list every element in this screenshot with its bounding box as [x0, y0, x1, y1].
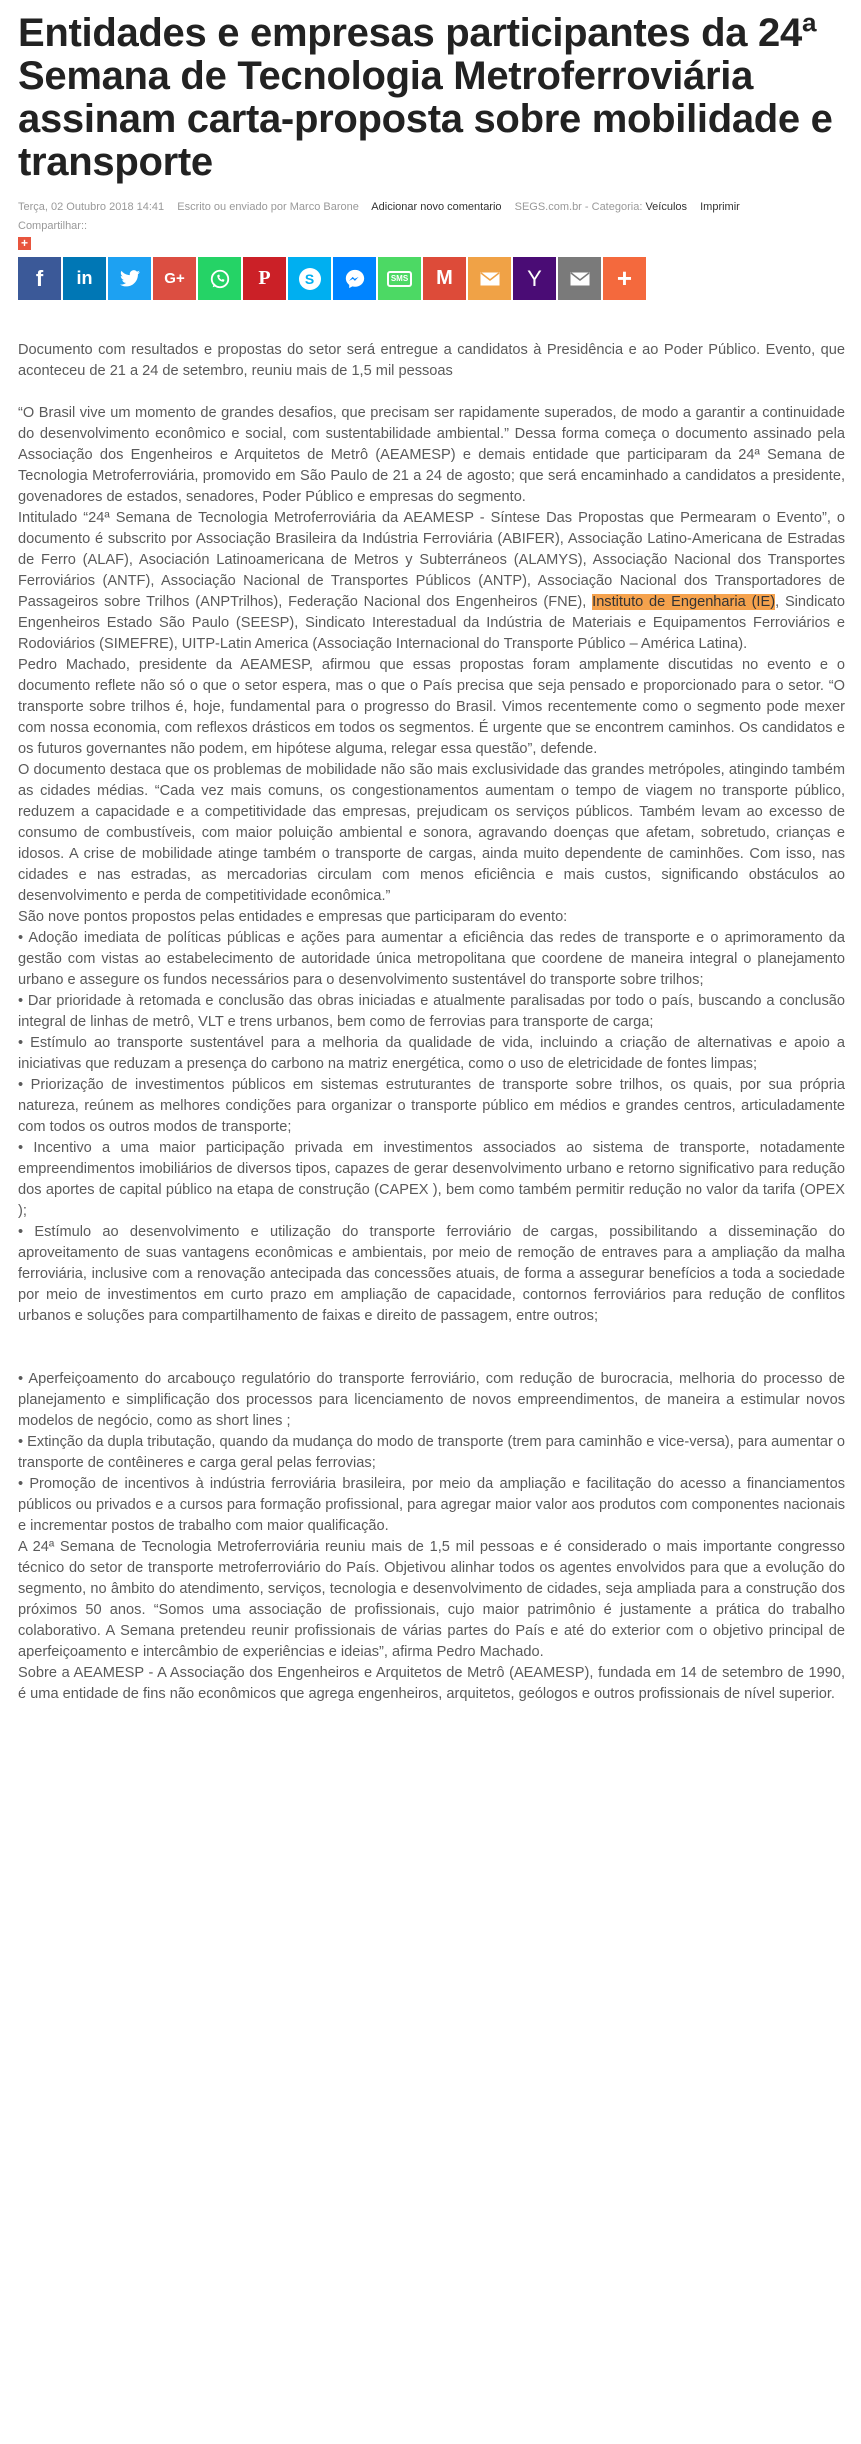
- envelope-icon: [480, 272, 500, 286]
- gmail-icon: M: [436, 267, 453, 289]
- share-plus-icon[interactable]: +: [18, 237, 31, 250]
- list-item: • Dar prioridade à retomada e conclusão das obras iniciadas e atualmente paralisadas por todo o país, buscando a conclusão integral de linhas de metrô, VLT e trens urbanos, bem como de ferrovias para transporte de carga;: [18, 993, 845, 1030]
- messenger-icon: [344, 268, 366, 290]
- whatsapp-icon: [209, 268, 231, 290]
- author-name: Marco Barone: [289, 201, 359, 213]
- list-item: • Adoção imediata de políticas públicas e ações para aumentar a eficiência das redes de transporte e o aprimoramento da gestão com vistas ao estabelecimento de autoridade única metropolitana que coordene de maneira integral o planejamento urbano e assegure os fundos necessários para o desenvolvimento sustentável do transporte sobre trilhos;: [18, 930, 845, 988]
- paragraph: Pedro Machado, presidente da AEAMESP, afirmou que essas propostas foram amplamente discutidas no evento e o documento reflete não só o que o setor espera, mas o que o País precisa que seja pensado e proporcionado para o setor. “O transporte sobre trilhos é, hoje, fundamental para o progresso do Brasil. Vimos recentemente como o segmento pode mexer com nossa economia, com reflexos drásticos em todos os segmentos. É urgente que se encontrem caminhos. Os candidatos e os futuros governantes não podem, em hipótese alguma, relegar essa questão”, defende.: [18, 657, 845, 757]
- list-item: • Estímulo ao transporte sustentável para a melhoria da qualidade de vida, incluindo a criação de alternativas e apoio a iniciativas que reduzam a presença do carbono na matriz energética, como o uso de eletricidade de fontes limpas;: [18, 1035, 845, 1072]
- paragraph-signatories: [18, 508, 845, 655]
- email-share-button[interactable]: [468, 257, 511, 300]
- author-prefix: Escrito ou enviado por: [177, 201, 287, 213]
- linkedin-share-button[interactable]: [63, 257, 106, 300]
- pinterest-share-button[interactable]: [243, 257, 286, 300]
- source-category-label: SEGS.com.br - Categoria:: [514, 201, 643, 213]
- more-share-button[interactable]: [603, 257, 646, 300]
- category-link[interactable]: Veículos: [645, 201, 688, 213]
- article-title: Entidades e empresas participantes da 24ª Semana de Tecnologia Metroferroviária assinam carta-proposta sobre mobilidade e transporte: [18, 11, 833, 184]
- paragraph-text: , Sindicato Engenheiros Estado São Paulo (SEESP), Sindicato Interestadual da Indústria de Materiais e Equipamentos Ferroviários e Rodoviários (SIMEFRE), UITP-Latin America (Associação Internacional do Transporte Público – América Latina).: [18, 594, 845, 652]
- skype-share-button[interactable]: [288, 257, 331, 300]
- google-plus-icon: G+: [164, 270, 185, 287]
- yahoo-icon: Y: [527, 265, 542, 291]
- print-link[interactable]: Imprimir: [700, 201, 740, 213]
- sms-share-button[interactable]: [378, 257, 421, 300]
- mail-share-button[interactable]: [558, 257, 601, 300]
- mail-icon: [570, 272, 590, 286]
- article-lead: Documento com resultados e propostas do setor será entregue a candidatos à Presidência e ao Poder Público. Evento, que aconteceu de 21 a 24 de setembro, reuniu mais de 1,5 mil pessoas: [18, 342, 845, 379]
- linkedin-icon: in: [76, 268, 93, 288]
- add-comment-link[interactable]: Adicionar novo comentario: [371, 201, 502, 213]
- list-item: • Incentivo a uma maior participação privada em investimentos associados ao sistema de transporte, notadamente empreendimentos imobiliários de diversos tipos, capazes de gerar desenvolvimento urbano e retorno significativo para redução dos aportes de capital público na etapa de construção (CAPEX ), bem como também permitir redução no valor da tarifa (OPEX );: [18, 1140, 845, 1219]
- list-item: • Extinção da dupla tributação, quando da mudança do modo de transporte (trem para caminhão e vice-versa), para aumentar o transporte de contêineres e carga geral pelas ferrovias;: [18, 1434, 845, 1471]
- article-meta: [18, 199, 845, 215]
- google-plus-share-button[interactable]: [153, 257, 196, 300]
- article-date: Terça, 02 Outubro 2018 14:41: [18, 201, 165, 213]
- facebook-icon: f: [35, 265, 44, 291]
- share-label: Compartilhar::: [18, 220, 88, 232]
- list-item: • Estímulo ao desenvolvimento e utilização do transporte ferroviário de cargas, possibilitando a disseminação do aproveitamento de suas vantagens econômicas e ambientais, por meio de remoção de entraves para a ampliação da malha ferroviária, inclusive com a renovação antecipada das concessões atuais, de forma a assegurar benefícios a toda a sociedade por meio de investimentos em curto prazo em ampliação de capacidade, contornos ferroviários para redução de conflitos urbanos e soluções para compartilhamento de faixas e direito de passagem, entre outros;: [18, 1224, 845, 1324]
- pinterest-icon: P: [258, 267, 271, 289]
- list-item: • Priorização de investimentos públicos em sistemas estruturantes de transporte sobre trilhos, os quais, por sua própria natureza, reúnem as melhores condições para organizar o transporte público em médios e grandes centros, articuladamente com todos os outros modos de transporte;: [18, 1077, 845, 1135]
- whatsapp-share-button[interactable]: [198, 257, 241, 300]
- paragraph-text: Intitulado “24ª Semana de Tecnologia Metroferroviária da AEAMESP - Síntese Das Propostas que Permearam o Evento”, o documento é subscrito por Associação Brasileira da Indústria Ferroviária (ABIFER), Associação Latino-Americana de Estradas de Ferro (ALAF), Asociación Latinoamericana de Metros y Subterráneos (ALAMYS), Associação Nacional dos Transportes Ferroviários (ANTF), Associação Nacional de Transportes Públicos (ANTP), Associação Nacional dos Transportadores de Passageiros sobre Trilhos (ANPTrilhos), Federação Nacional dos Engenheiros (FNE),: [18, 510, 845, 610]
- paragraph: “O Brasil vive um momento de grandes desafios, que precisam ser rapidamente superados, de modo a garantir a continuidade do desenvolvimento econômico e social, com sustentabilidade ambiental.” Dessa forma começa o documento assinado pela Associação dos Engenheiros e Arquitetos de Metrô (AEAMESP) e demais entidade que participaram da 24ª Semana de Tecnologia Metroferroviária, promovido em São Paulo de 21 a 24 de agosto; que será encaminhado a candidatos a presidente, govenadores de estados, senadores, Poder Público e empresas do segmento.: [18, 405, 845, 505]
- facebook-share-button[interactable]: [18, 257, 61, 300]
- gmail-share-button[interactable]: [423, 257, 466, 300]
- share-bar: [18, 257, 845, 300]
- paragraph: A 24ª Semana de Tecnologia Metroferroviária reuniu mais de 1,5 mil pessoas e é considerado o mais importante congresso técnico do setor de transporte metroferroviário do País. Objetivou alinhar todos os agentes envolvidos para que a evolução do segmento, no âmbito do atendimento, serviços, tecnologia e desenvolvimento de cidades, seja ampliada para a construção dos próximos 50 anos. “Somos uma associação de profissionais, cujo maior patrimônio é justamente a prática do trabalho colaborativo. A Semana pretendeu reunir profissionais de várias partes do País e até do exterior com o objetivo principal de aperfeiçoamento e intercâmbio de experiências e ideias”, afirma Pedro Machado.: [18, 1539, 845, 1660]
- plus-icon: +: [616, 263, 633, 293]
- twitter-icon: [120, 270, 140, 287]
- article-body: [18, 340, 845, 1705]
- messenger-share-button[interactable]: [333, 257, 376, 300]
- list-item: • Aperfeiçoamento do arcabouço regulatório do transporte ferroviário, com redução de burocracia, melhoria do processo de planejamento e simplificação dos processos para licenciamento de novos empreendimentos, de maneira a estimular novos modelos de negócio, como as short lines ;: [18, 1371, 845, 1429]
- paragraph: São nove pontos propostos pelas entidades e empresas que participaram do evento:: [18, 909, 568, 925]
- list-item: • Promoção de incentivos à indústria ferroviária brasileira, por meio da ampliação e facilitação do acesso a financiamentos públicos ou privados e a cursos para formação profissional, para agregar maior valor aos produtos com componentes nacionais e incrementar postos de trabalho com maior qualificação.: [18, 1476, 845, 1534]
- paragraph: O documento destaca que os problemas de mobilidade não são mais exclusividade das grandes metrópoles, atingindo também as cidades médias. “Cada vez mais comuns, os congestionamentos aumentam o tempo de viagem no transporte público, reduzem a capacidade e a competitividade das empresas, prejudicam os serviços públicos. Também levam ao excesso de consumo de combustíveis, com maior poluição ambiental e sonora, agravando doenças que afetam, sobretudo, crianças e idosos. A crise de mobilidade atinge também o transporte de cargas, ainda muito dependente de caminhões. Com isso, nas cidades e nas estradas, as mercadorias circulam com menos eficiência e mais custos, significando obstáculos ao desenvolvimento e perda de competitividade econômica.”: [18, 762, 845, 904]
- paragraph: Sobre a AEAMESP - A Associação dos Engenheiros e Arquitetos de Metrô (AEAMESP), fundada em 14 de setembro de 1990, é uma entidade de fins não econômicos que agrega engenheiros, arquitetos, geólogos e outros profissionais de nível superior.: [18, 1665, 845, 1702]
- twitter-share-button[interactable]: [108, 257, 151, 300]
- highlighted-text: Instituto de Engenharia (IE): [592, 594, 776, 610]
- yahoo-share-button[interactable]: [513, 257, 556, 300]
- skype-icon: S: [299, 268, 321, 290]
- sms-icon: SMS: [387, 271, 412, 287]
